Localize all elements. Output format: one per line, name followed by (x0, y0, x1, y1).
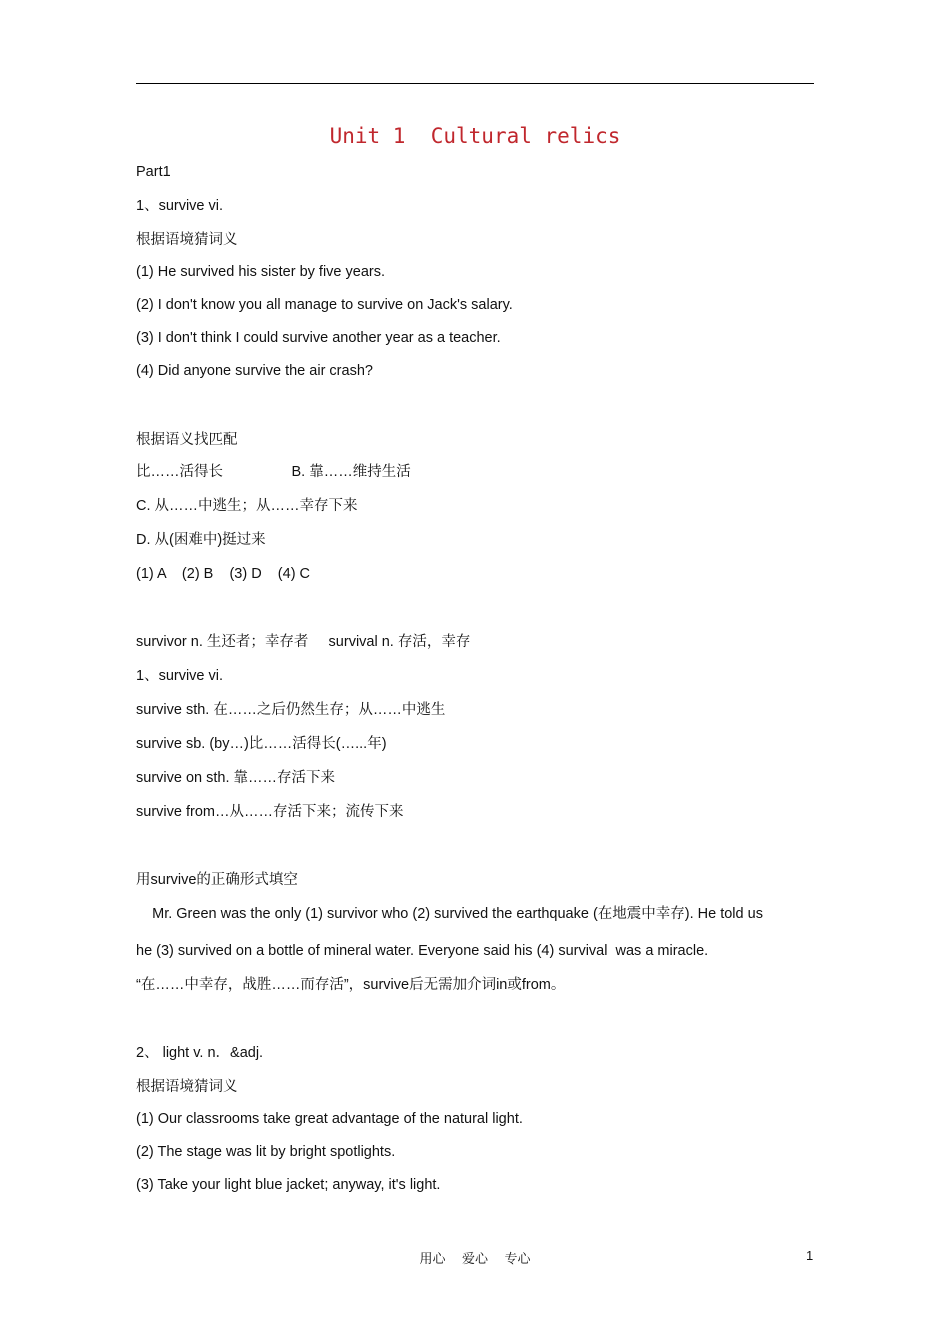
text-line: (1) He survived his sister by five years. (136, 264, 385, 280)
text-line: (2) The stage was lit by bright spotlights. (136, 1144, 396, 1160)
text-line: survive sth. 在……之后仍然生存；从……中逃生 (136, 702, 446, 718)
text-line: C. 从……中逃生；从……幸存下来 (136, 498, 358, 514)
text-line: 根据语境猜词义 (136, 1079, 238, 1095)
text-line: “在……中幸存，战胜……而存活”，survive后无需加介词in或from。 (136, 977, 566, 993)
text-line: 根据语境猜词义 (136, 232, 238, 248)
text-line: (3) I don't think I could survive another year as a teacher. (136, 330, 501, 346)
text-line: 1、survive vi. (136, 668, 224, 684)
text-line: (1) Our classrooms take great advantage of the natural light. (136, 1111, 523, 1127)
text-line: survive on sth. 靠……存活下来 (136, 770, 336, 786)
text-line: (4) Did anyone survive the air crash? (136, 363, 373, 379)
text-line: D. 从(困难中)挺过来 (136, 532, 266, 548)
text-line: survive sb. (by…)比……活得长(…...年) (136, 736, 387, 752)
text-line: 根据语义找匹配 (136, 432, 238, 448)
text-line: (3) Take your light blue jacket; anyway, it's light. (136, 1177, 441, 1193)
text-line: Part1 (136, 164, 171, 180)
page-number: 1 (806, 1248, 814, 1263)
text-line: 1、survive vi. (136, 198, 224, 214)
text-line: (1) A (2) B (3) D (4) C (136, 566, 311, 582)
footer-motto: 用心 爱心 专心 (419, 1252, 531, 1267)
text-line: Mr. Green was the only (1) survivor who (2) survived the earthquake (在地震中幸存). He told us (136, 906, 763, 922)
text-line: 用survive的正确形式填空 (136, 872, 298, 888)
text-line: survivor n. 生还者；幸存者 survival n. 存活，幸存 (136, 634, 471, 650)
text-line: he (3) survived on a bottle of mineral water. Everyone said his (4) survival was a miracle. (136, 943, 709, 959)
text-line: 2、 light v. n．&adj. (136, 1045, 264, 1061)
page-title: Unit 1 Cultural relics (329, 124, 621, 148)
text-line: (2) I don't know you all manage to survive on Jack's salary. (136, 297, 513, 313)
text-line: 比……活得长 B. 靠……维持生活 (136, 464, 411, 480)
text-line: survive from…从……存活下来；流传下来 (136, 804, 404, 820)
header-rule (136, 83, 814, 84)
